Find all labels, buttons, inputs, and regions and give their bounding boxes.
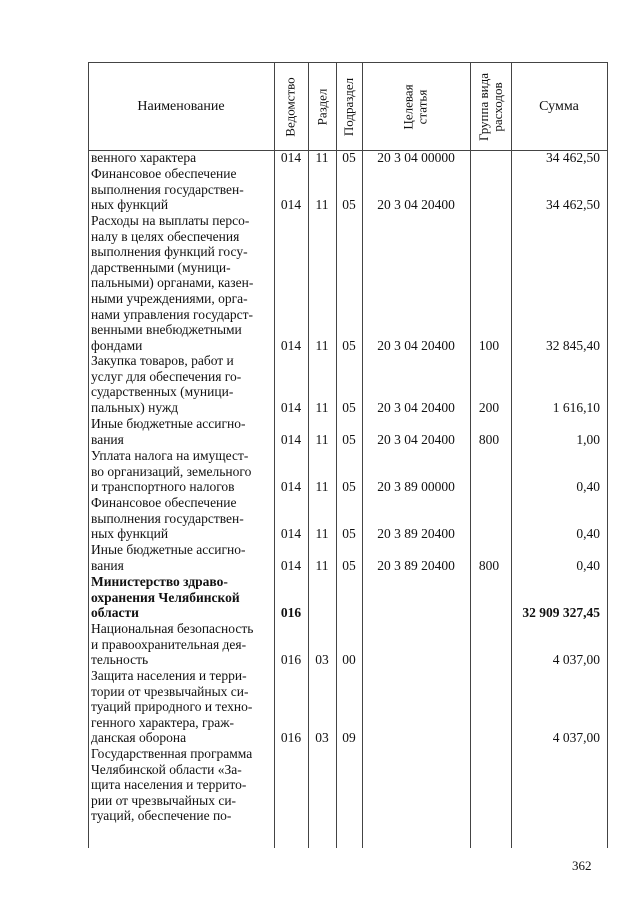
cell-vedomstvo: 014 (280, 337, 302, 353)
row-name-line: ными учреждениями, орга- (91, 290, 248, 306)
row-name (91, 353, 267, 415)
cell-podrazdel: 05 (342, 150, 356, 165)
cell-gruppa: 800 (478, 431, 500, 447)
row-name-line: Челябинской области «За- (91, 761, 242, 777)
row-name-line: вания (91, 557, 124, 573)
cell-gruppa: 200 (478, 399, 500, 415)
row-name (91, 495, 267, 542)
header-name: Наименование (137, 98, 225, 114)
header-gruppa-vida-rashodov (470, 63, 511, 150)
cell-gruppa: 100 (478, 337, 500, 353)
cell-vedomstvo: 014 (280, 150, 302, 165)
row-name-line: налу в целях обеспечения (91, 228, 240, 244)
header-vedomstvo-text: Ведомство (283, 76, 298, 137)
row-name-line: вания (91, 431, 124, 447)
row-name-line: генного характера, граж- (91, 714, 235, 730)
cell-celevaya-statya: 20 3 04 20400 (377, 197, 455, 213)
cell-vedomstvo: 014 (280, 399, 302, 415)
cell-vedomstvo: 014 (280, 557, 302, 573)
row-name-line: тельность (91, 652, 149, 668)
row-name (91, 542, 267, 573)
row-name-line: Государственная программа (91, 746, 253, 761)
header-summa: Сумма (539, 98, 579, 114)
cell-summa: 4 037,00 (552, 652, 600, 668)
row-name-line: фондами (91, 337, 143, 353)
header-vedomstvo (274, 63, 308, 150)
cell-summa: 32 909 327,45 (522, 605, 600, 621)
cell-razdel: 11 (315, 557, 329, 573)
cell-vedomstvo: 016 (280, 652, 302, 668)
header-celevaya-line2: статья (414, 89, 430, 124)
header-razdel-text: Раздел (314, 88, 329, 125)
cell-summa: 1,00 (576, 431, 600, 447)
cell-podrazdel: 05 (342, 337, 356, 353)
cell-podrazdel: 05 (342, 431, 356, 447)
cell-vedomstvo: 014 (280, 479, 302, 495)
row-name-line: ных функций (91, 197, 169, 213)
row-name-line: Защита населения и терри- (91, 668, 247, 683)
row-name-line: ных функций (91, 526, 169, 542)
cell-summa: 34 462,50 (546, 150, 600, 165)
row-name-line: сударственных (муници- (91, 384, 234, 400)
row-name (91, 416, 267, 447)
header-podrazdel (336, 63, 362, 150)
row-name (91, 166, 267, 213)
page-number: 362 (572, 858, 592, 873)
cell-gruppa: 800 (478, 557, 500, 573)
cell-summa: 34 462,50 (546, 197, 600, 213)
row-name-line: Иные бюджетные ассигно- (91, 416, 246, 431)
row-name (91, 448, 267, 495)
table-left-border (88, 62, 89, 848)
row-name-line: щита населения и террито- (91, 777, 247, 793)
header-gruppa-line2: расходов (489, 81, 505, 132)
row-name-line: выполнения государствен- (91, 510, 244, 526)
table-right-border (607, 62, 608, 848)
row-name-line: Национальная безопасность (91, 621, 254, 636)
cell-podrazdel: 00 (342, 652, 356, 668)
row-name-line: услуг для обеспечения го- (91, 368, 242, 384)
row-name (91, 668, 267, 746)
cell-podrazdel: 09 (342, 730, 356, 746)
row-name-line: нами управления государст- (91, 306, 254, 322)
row-name-line: и транспортного налогов (91, 479, 235, 495)
row-name-line: Уплата налога на имущест- (91, 448, 249, 463)
cell-razdel: 11 (315, 431, 329, 447)
cell-vedomstvo: 014 (280, 197, 302, 213)
cell-celevaya-statya: 20 3 89 00000 (377, 479, 455, 495)
row-name-line: и правоохранительная дея- (91, 636, 247, 652)
cell-summa: 0,40 (576, 526, 600, 542)
row-name-line: Министерство здраво- (91, 574, 228, 589)
cell-razdel: 11 (315, 197, 329, 213)
header-celevaya-text (402, 84, 430, 129)
cell-razdel: 11 (315, 526, 329, 542)
cell-vedomstvo: 016 (280, 730, 302, 746)
row-name (91, 621, 267, 668)
row-name-line: пальных) нужд (91, 399, 179, 415)
cell-summa: 0,40 (576, 557, 600, 573)
header-celevaya-statya (362, 63, 470, 150)
cell-summa: 0,40 (576, 479, 600, 495)
row-name-line: тории от чрезвычайных си- (91, 683, 249, 699)
cell-razdel: 03 (315, 730, 329, 746)
cell-vedomstvo: 014 (280, 526, 302, 542)
cell-celevaya-statya: 20 3 89 20400 (377, 526, 455, 542)
cell-razdel: 11 (315, 150, 329, 165)
header-gruppa-text (477, 73, 505, 141)
cell-podrazdel: 05 (342, 526, 356, 542)
col-divider-celevaya (362, 62, 363, 848)
cell-celevaya-statya: 20 3 04 20400 (377, 337, 455, 353)
row-name-line: пальными) органами, казен- (91, 275, 254, 291)
cell-summa: 4 037,00 (552, 730, 600, 746)
cell-summa: 1 616,10 (552, 399, 600, 415)
cell-vedomstvo: 016 (280, 605, 302, 621)
cell-podrazdel: 05 (342, 197, 356, 213)
cell-celevaya-statya: 20 3 04 20400 (377, 431, 455, 447)
cell-summa: 32 845,40 (546, 337, 600, 353)
col-divider-gruppa (470, 62, 471, 848)
row-name (91, 574, 267, 621)
row-name-line: выполнения государствен- (91, 181, 244, 197)
cell-podrazdel: 05 (342, 479, 356, 495)
cell-vedomstvo: 014 (280, 431, 302, 447)
row-name-line: охранения Челябинской (91, 589, 240, 605)
row-name-line: Финансовое обеспечение (91, 166, 237, 181)
row-name-line: рии от чрезвычайных си- (91, 792, 237, 808)
header-celevaya-line1: Целевая (400, 83, 416, 130)
row-name-line: венного характера (91, 150, 197, 165)
cell-podrazdel: 05 (342, 399, 356, 415)
row-name (91, 150, 267, 166)
row-name (91, 746, 267, 824)
header-gruppa-line1: Группа вида (475, 72, 491, 141)
row-name-line: Финансовое обеспечение (91, 495, 237, 510)
row-name-line: туаций, обеспечение по- (91, 808, 232, 824)
row-name-line: данская оборона (91, 730, 187, 746)
row-name-line: во организаций, земельного (91, 463, 252, 479)
row-name-line: области (91, 605, 139, 621)
cell-celevaya-statya: 20 3 04 20400 (377, 399, 455, 415)
row-name-line: Закупка товаров, работ и (91, 353, 234, 368)
cell-razdel: 11 (315, 337, 329, 353)
cell-podrazdel: 05 (342, 557, 356, 573)
row-name-line: дарственными (муници- (91, 259, 231, 275)
row-name-line: Иные бюджетные ассигно- (91, 542, 246, 557)
cell-razdel: 11 (315, 479, 329, 495)
cell-razdel: 11 (315, 399, 329, 415)
cell-celevaya-statya: 20 3 04 00000 (377, 150, 455, 165)
row-name-line: венными внебюджетными (91, 322, 242, 338)
row-name-line: туаций природного и техно- (91, 699, 253, 715)
header-podrazdel-text: Подраздел (341, 77, 357, 136)
row-name-line: выполнения функций госу- (91, 244, 248, 260)
cell-celevaya-statya: 20 3 89 20400 (377, 557, 455, 573)
row-name-line: Расходы на выплаты персо- (91, 213, 250, 228)
row-name (91, 213, 267, 353)
header-razdel (308, 63, 336, 150)
cell-razdel: 03 (315, 652, 329, 668)
